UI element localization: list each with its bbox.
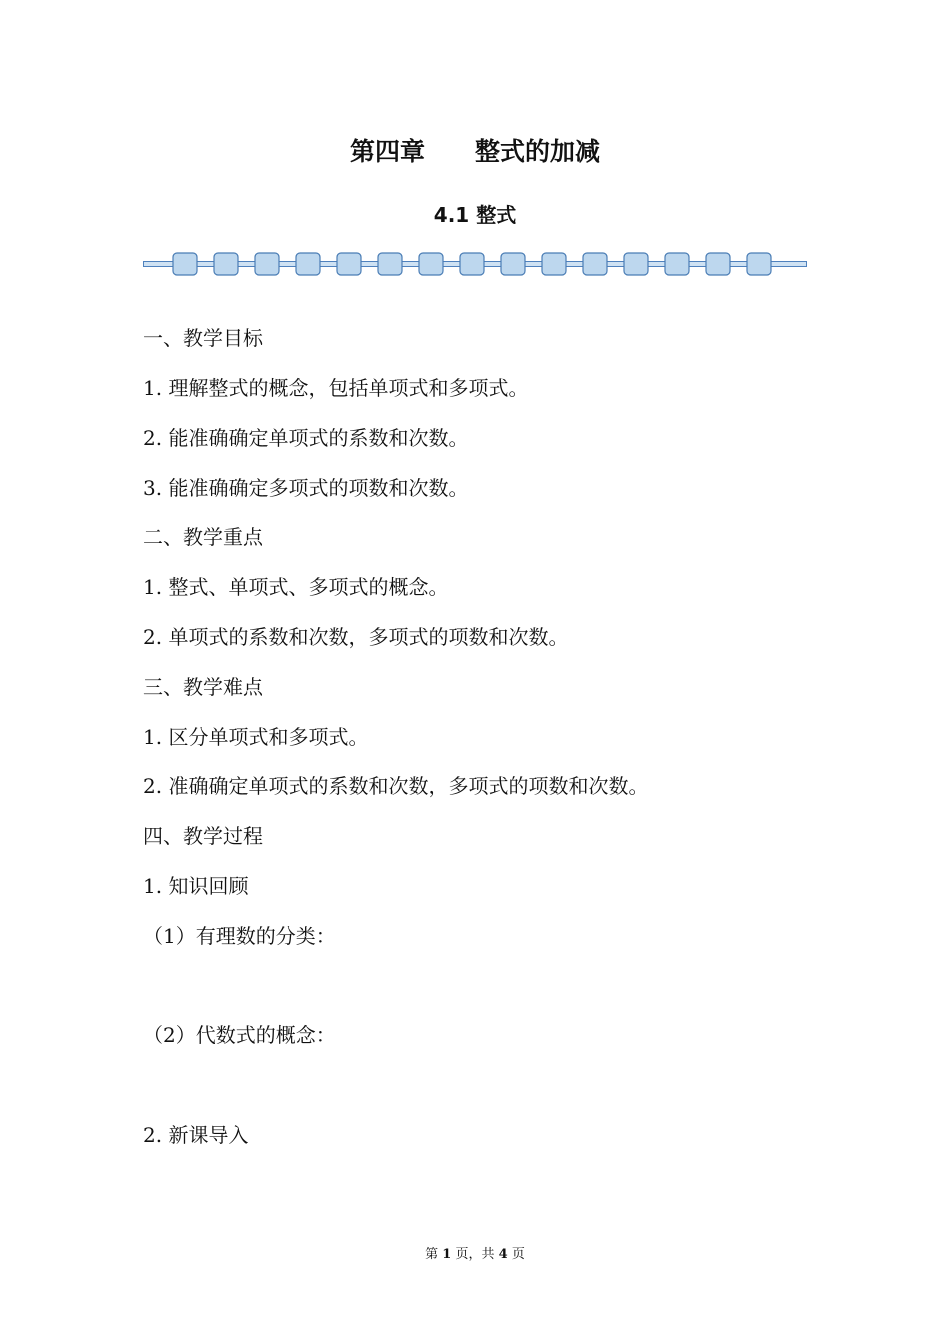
divider-bead xyxy=(665,253,689,275)
section-title: 4.1 整式 xyxy=(433,203,517,227)
heading-key-points: 二、教学重点 xyxy=(143,525,263,549)
objective-1: 1. 理解整式的概念，包括单项式和多项式。 xyxy=(143,376,529,400)
difficulty-1: 1. 区分单项式和多项式。 xyxy=(143,725,369,749)
heading-process: 四、教学过程 xyxy=(143,824,263,848)
key-point-2: 2. 单项式的系数和次数，多项式的项数和次数。 xyxy=(143,625,569,649)
process-introduction: 2. 新课导入 xyxy=(143,1123,249,1147)
divider-bead xyxy=(624,253,648,275)
divider-bead xyxy=(460,253,484,275)
divider-beads xyxy=(173,253,771,275)
objective-2: 2. 能准确确定单项式的系数和次数。 xyxy=(143,426,469,450)
divider-bead xyxy=(542,253,566,275)
review-item-1: （1）有理数的分类： xyxy=(143,924,336,948)
divider-bead xyxy=(747,253,771,275)
heading-objectives: 一、教学目标 xyxy=(143,326,263,350)
footer-current-page: 1 xyxy=(442,1247,452,1262)
difficulty-2: 2. 准确确定单项式的系数和次数，多项式的项数和次数。 xyxy=(143,774,649,798)
heading-difficulties: 三、教学难点 xyxy=(143,675,263,699)
divider-bead xyxy=(419,253,443,275)
divider-bead xyxy=(214,253,238,275)
chapter-title: 第四章 整式的加减 xyxy=(349,137,600,166)
footer-page-suffix: 页 xyxy=(511,1247,525,1262)
bead-divider xyxy=(143,250,807,278)
review-item-2: （2）代数式的概念： xyxy=(143,1023,336,1047)
divider-bead xyxy=(255,253,279,275)
key-point-1: 1. 整式、单项式、多项式的概念。 xyxy=(143,575,449,599)
divider-bead xyxy=(378,253,402,275)
divider-bead xyxy=(296,253,320,275)
divider-bead xyxy=(501,253,525,275)
footer-page-middle: 页，共 xyxy=(455,1247,495,1262)
page-footer xyxy=(0,1246,950,1264)
footer-page-prefix: 第 xyxy=(425,1247,439,1262)
process-review: 1. 知识回顾 xyxy=(143,874,249,898)
objective-3: 3. 能准确确定多项式的项数和次数。 xyxy=(143,476,469,500)
divider-bead xyxy=(583,253,607,275)
divider-bead xyxy=(706,253,730,275)
divider-bead xyxy=(337,253,361,275)
divider-bead xyxy=(173,253,197,275)
footer-total-pages: 4 xyxy=(498,1247,508,1262)
